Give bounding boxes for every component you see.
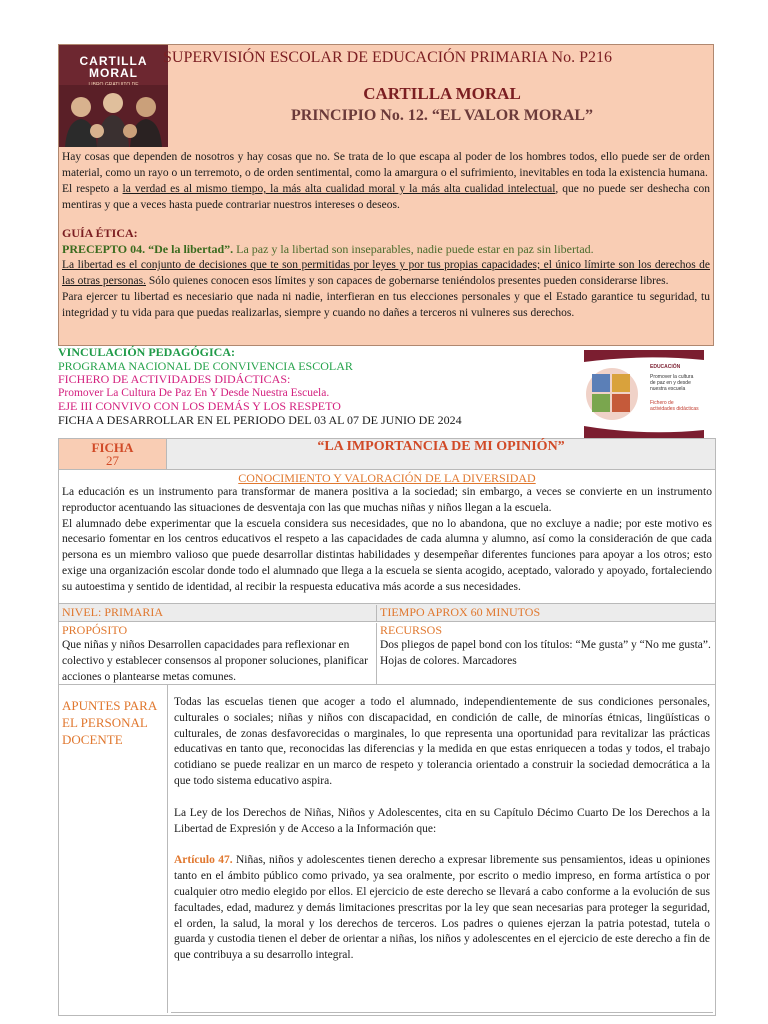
apuntes-row xyxy=(59,685,715,1013)
proposito-row xyxy=(59,622,715,685)
cartilla-section xyxy=(58,44,714,346)
apuntes-paragraph-1: Todas las escuelas tienen que acoger a todo el alumnado, independientemente de sus condiciones personales, culturales o sociales; niñas y niños con discapacidad, en condición de calle, de minorías étnicas, lingüísticas o culturales, de zonas desfavorecidas o marginales, lo que representa una oportunidad para revitalizar las prácticas educativas en tanto que, reconocidas las diferencias y la medida en que estas enriquecen a todas y todos, el trabajo cotidiano se puede realizar en un marco de respeto y tolerancia orientado a construir la sociedad democrática a la que todo sistema educativo aspira. xyxy=(174,696,710,787)
recursos-text-2: Hojas de colores. Marcadores xyxy=(380,654,517,667)
recursos-text-1: Dos pliegos de papel bond con los títulos: “Me gusta” y “No me gusta”. xyxy=(380,639,711,651)
programa-img-brand: EDUCACIÓN xyxy=(650,364,681,370)
intro-paragraph-1: Hay cosas que dependen de nosotros y hay cosas que no. Se trata de lo que escapa al poder de los hombres todos, ello puede ser de orden material, como un rayo o un terremoto, o de orden sentimental, como la amargura o el sufrimiento, inevitables en toda la existencia humana. xyxy=(62,151,710,179)
vinculacion-title: VINCULACIÓN PEDAGÓGICA: xyxy=(58,345,236,359)
proposito-text: Que niñas y niños Desarrollen capacidades para reflexionar en colectivo y establecer consensos al proponer soluciones, planificar acciones o plantearse metas comunes. xyxy=(62,639,368,683)
articulo-47-paragraph: Artículo 47. Niñas, niños y adolescentes tienen derecho a expresar libremente sus pensamientos, ideas u opiniones tanto en el ámbito público como privado, ya sea oralmente, por escrito o medio impreso, en forma artística o por cualquier otro medio elegido por ellos. El ejercicio de este derecho se llevará a cabo conforme a la evolución de sus facultades, edad, madurez y demás limitaciones prescritas por la ley que sean necesarias para proteger la seguridad, el orden, la salud, la moral y los derechos de terceros. Los padres o quienes ejerzan la patria potestad, tutela o guarda y custodia tienen el deber de orientar a niñas, los niños y adolescentes en el ejercicio de este derecho a fin de que contribuya a su desarrollo integral. xyxy=(174,854,710,962)
precepto-line: PRECEPTO 04. “De la libertad”. La paz y la libertad son inseparables, nadie puede estar en paz sin libertad. xyxy=(62,242,594,256)
periodo-line: FICHA A DESARROLLAR EN EL PERIODO DEL 03 AL 07 DE JUNIO DE 2024 xyxy=(58,412,462,427)
fichero-line: FICHERO DE ACTIVIDADES DIDÁCTICAS: xyxy=(58,372,291,386)
programa-img-subtitle: Fichero de actividades didácticas xyxy=(650,400,699,412)
ficha-header-row xyxy=(59,439,715,470)
eje-line: EJE III CONVIVO CON LOS DEMÁS Y LOS RESPETO xyxy=(58,399,341,413)
intro-text xyxy=(62,149,710,213)
apuntes-bottom-line xyxy=(171,1012,713,1013)
cartilla-cover-image xyxy=(59,45,168,147)
proposito-cell xyxy=(59,623,377,684)
nivel-row xyxy=(59,604,715,622)
conocimiento-cell xyxy=(59,471,715,596)
ficha-table xyxy=(58,438,716,1016)
supervision-heading: SUPERVISIÓN ESCOLAR DE EDUCACIÓN PRIMARIA No. P216 xyxy=(163,49,612,66)
programa-line: PROGRAMA NACIONAL DE CONVIVENCIA ESCOLAR xyxy=(58,358,353,373)
conocimiento-paragraph-2: El alumnado debe experimentar que la escuela considera sus necesidades, que no lo abandona, que no excluye a nadie; por este motivo es necesario fomentar en los centros educativos el respeto a las capacidades de cada alumna y alumno, así como la consideración de que cada persona es un miembro valioso que puede desarrollar distintas habilidades y desempeñar diferentes funciones para apoyar a los otros; esto exige una organización escolar donde todo el alumnado que llega a la escuela se sienta acogido, aceptado, valorado y apoyado, fortaleciendo su autoestima y sentido de identidad, al recibir la respuesta educativa más acorde a sus necesidades. xyxy=(62,517,712,593)
recursos-label: RECURSOS xyxy=(380,623,443,637)
cover-portraits-illustration xyxy=(59,85,168,147)
ficha-title: “LA IMPORTANCIA DE MI OPINIÓN” xyxy=(167,439,715,469)
guia-paragraph-2: Para ejercer tu libertad es necesiario que nada ni nadie, interfieran en tus elecciones personales y que el Estado garantice tu seguridad, tu integridad y tu vida para que puedas realizarlas, siempre y cuando no dañes a terceros ni vulneres sus derechos. xyxy=(62,291,710,319)
apuntes-label: APUNTES PARA EL PERSONAL DOCENTE xyxy=(62,698,157,747)
conocimiento-paragraph-1: La educación es un instrumento para transformar de manera positiva a la sociedad; sin embargo, a veces se convierte en un instrumento reproductor acentuando las situaciones de desventaja con las que muchas niñas y niños llegan a la escuela. xyxy=(62,486,712,514)
ficha-number-box: FICHA 27 xyxy=(59,439,167,469)
apuntes-paragraph-2: La Ley de los Derechos de Niñas, Niños y Adolescentes, cita en su Capítulo Décimo Cuarto De los Derechos a la Libertad de Expresión y de Acceso a la Información que: xyxy=(174,806,710,835)
promover-line: Promover La Cultura De Paz En Y Desde Nuestra Escuela. xyxy=(58,386,330,399)
programa-cover-illustration xyxy=(584,350,704,438)
guia-etica xyxy=(62,225,710,321)
intro-paragraph-2: El respeto a la verdad es al mismo tiempo, la más alta cualidad moral y la más alta cualidad intelectual, que no puede ser deshecha con mentiras y que a veces hasta puede contrariar nuestros intereses o deseos. xyxy=(62,183,710,211)
programa-cover-image xyxy=(584,350,704,438)
nivel-label: NIVEL: PRIMARIA xyxy=(59,605,377,621)
proposito-label: PROPÓSITO xyxy=(62,623,128,637)
document-page xyxy=(58,44,714,962)
principio-heading: PRINCIPIO No. 12. “EL VALOR MORAL” xyxy=(290,107,594,124)
programa-img-title: Promover la cultura de paz en y desde nuestra escuela xyxy=(650,374,694,392)
vinculacion-section xyxy=(58,346,714,438)
tiempo-label: TIEMPO APROX 60 MINUTOS xyxy=(380,605,541,619)
apuntes-content xyxy=(171,695,713,964)
conocimiento-title: CONOCIMIENTO Y VALORACIÓN DE LA DIVERSIDAD xyxy=(238,471,536,485)
apuntes-divider xyxy=(167,685,168,1013)
page-title: CARTILLA MORAL xyxy=(363,84,521,103)
recursos-cell xyxy=(377,623,715,670)
cover-title: CARTILLA MORAL xyxy=(79,54,148,80)
guia-etica-title: GUÍA ÉTICA: xyxy=(62,226,138,240)
conocimiento-row xyxy=(59,470,715,604)
guia-paragraph-1: La libertad es el conjunto de decisiones que te son permitidas por leyes y por tus propias capacidades; el único límirte son los derechos de las otras personas. Sólo quienes conocen esos límites y son capaces de gobernarse teniéndolos presentes pueden considerarse libres. xyxy=(62,259,710,287)
